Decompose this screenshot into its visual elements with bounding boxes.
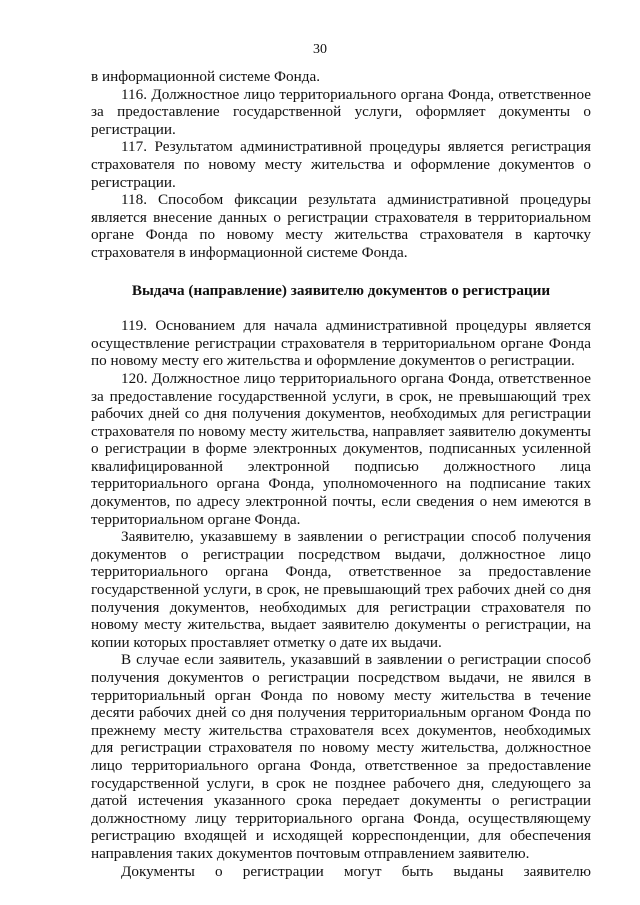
- paragraph-no-show: В случае если заявитель, указавший в заявлении о регистрации способ получения документов о регистрации посредством выдачи, не явился в территориальный орган Фонда по новому месту жительства в течение десяти рабочих дней со дня получения территориальным органом Фонда по прежнему месту жительства страхователя всех документов, необходимых для регистрации страхователя по новому месту жительства, должностное лицо территориального органа Фонда, ответственное за предоставление государственной услуги, в срок не позднее рабочего дня, следующего за датой истечения указанного срока передает документы о регистрации должностному лицу территориального органа Фонда, осуществляющему регистрацию входящей и исходящей корреспонденции, для обеспечения направления таких документов почтовым отправлением заявителю.: [91, 651, 591, 862]
- page-number: 30: [313, 42, 327, 57]
- document-body: [91, 68, 591, 880]
- paragraph-continuation: в информационной системе Фонда.: [91, 68, 321, 85]
- paragraph-117: 117. Результатом административной процедуры является регистрация страхователя по новому месту жительства и оформление документов о регистрации.: [91, 138, 591, 191]
- paragraph-issue-in-person: Заявителю, указавшему в заявлении о регистрации способ получения документов о регистрации посредством выдачи, должностное лицо территориального органа Фонда, ответственное за предоставление государственной услуги, в срок, не превышающий трех рабочих дней со дня получения документов, необходимых для регистрации страхователя по новому месту жительства, выдает заявителю документы о регистрации, на копии которых проставляет отметку о дате их выдачи.: [91, 528, 591, 651]
- paragraph-118: 118. Способом фиксации результата административной процедуры является внесение данных о регистрации страхователя в территориальном органе Фонда по новому месту жительства страхователя в карточку страхователя в информационной системе Фонда.: [91, 191, 591, 261]
- paragraph-120: 120. Должностное лицо территориального органа Фонда, ответственное за предоставление государственной услуги, в срок, не превышающий трех рабочих дней со дня получения документов, необходимых для регистрации страхователя по новому месту жительства, направляет заявителю документы о регистрации в форме электронных документов, подписанных усиленной квалифицированной электронной подписью должностного лица территориального органа Фонда, уполномоченного на подписание таких документов, по адресу электронной почты, если сведения о нем имеются в территориальном органе Фонда.: [91, 369, 591, 528]
- paragraph-documents-issued: Документы о регистрации могут быть выданы заявителю: [121, 862, 591, 880]
- paragraph-119: 119. Основанием для начала административной процедуры является осуществление регистрации страхователя в территориальном органе Фонда по новому месту его жительства и оформление документов о регистрации.: [91, 317, 591, 370]
- paragraph-116: 116. Должностное лицо территориального органа Фонда, ответственное за предоставление государственной услуги, оформляет документы о регистрации.: [91, 85, 591, 138]
- section-heading: Выдача (направление) заявителю документов о регистрации: [131, 281, 551, 299]
